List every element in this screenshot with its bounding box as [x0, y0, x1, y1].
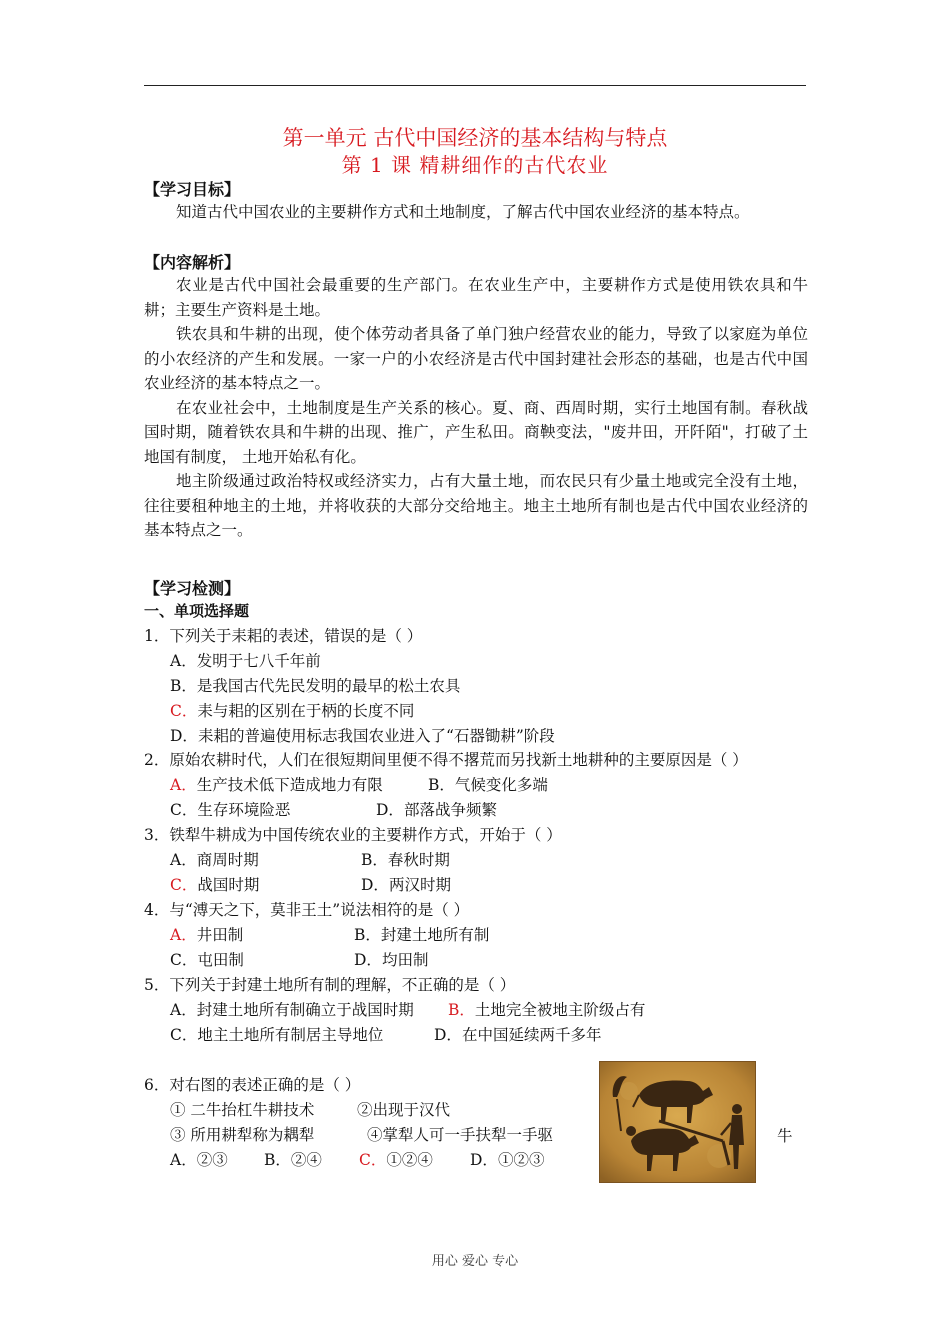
- question-6-statement-4: ④掌犁人可一手扶犁一手驱: [367, 1126, 554, 1144]
- question-1-option-a: A．发明于七八千年前: [170, 652, 321, 670]
- question-3-stem: 3．铁犁牛耕成为中国传统农业的主要耕作方式，开始于（ ）: [144, 826, 562, 844]
- question-4-stem: 4．与“溥天之下，莫非王土”说法相符的是（ ）: [144, 901, 470, 919]
- analysis-body: [144, 273, 808, 543]
- question-1-option-b: B．是我国古代先民发明的最早的松土农具: [170, 677, 461, 695]
- unit-title: 第一单元 古代中国经济的基本结构与特点: [282, 126, 668, 150]
- question-3-option-d: D．两汉时期: [361, 876, 451, 894]
- question-6-statement-1: ① 二牛抬杠牛耕技术: [170, 1101, 315, 1119]
- question-5-option-b: B．土地完全被地主阶级占有: [448, 1001, 646, 1019]
- section-title-single-choice: 一、单项选择题: [144, 602, 250, 620]
- question-5-stem: 5．下列关于封建土地所有制的理解，不正确的是（ ）: [144, 976, 516, 994]
- analysis-paragraph-3: 在农业社会中，土地制度是生产关系的核心。夏、商、西周时期，实行土地国有制。春秋战国时期，随着铁农具和牛耕的出现、推广，产生私田。商鞅变法，"废井田，开阡陌"，打破了土地国有制度， 土地开始私有化。: [144, 398, 808, 466]
- objectives-paragraph: 知道古代中国农业的主要耕作方式和土地制度，了解古代中国农业经济的基本特点。: [176, 203, 750, 221]
- question-5-option-d: D．在中国延续两千多年: [434, 1026, 602, 1044]
- question-4-option-a: A．井田制: [170, 926, 244, 944]
- question-2-option-c: C．生存环境险恶: [170, 801, 291, 819]
- question-2-option-b: B．气候变化多端: [428, 776, 548, 794]
- check-heading: 【学习检测】: [144, 579, 241, 598]
- question-6-option-a: A．②③: [170, 1151, 228, 1169]
- page-footer: 用心 爱心 专心: [431, 1254, 519, 1269]
- answer-mark: B．: [448, 1001, 475, 1019]
- header-rule: [144, 85, 806, 86]
- question-6-statement-4-tail: 牛: [777, 1127, 793, 1145]
- question-2-stem: 2．原始农耕时代，人们在很短期间里便不得不撂荒而另找新土地耕种的主要原因是（ ）: [144, 751, 748, 769]
- question-1-stem: 1．下列关于耒耜的表述，错误的是（ ）: [144, 627, 423, 645]
- question-3-option-c: C．战国时期: [170, 876, 260, 894]
- analysis-paragraph-2: 铁农具和牛耕的出现，使个体劳动者具备了单门独户经营农业的能力，导致了以家庭为单位的小农经济的产生和发展。一家一户的小农经济是古代中国封建社会形态的基础，也是古代中国农业经济的基本特点之一。: [144, 325, 808, 392]
- question-2-option-a: A．生产技术低下造成地力有限: [170, 776, 383, 794]
- question-6-statement-2: ②出现于汉代: [357, 1101, 451, 1119]
- question-1-option-c: C．耒与耜的区别在于柄的长度不同: [170, 702, 415, 720]
- question-6-stem: 6．对右图的表述正确的是（ ）: [144, 1076, 361, 1094]
- question-4-option-c: C．屯田制: [170, 951, 244, 969]
- question-6-statement-3: ③ 所用耕犁称为耦犁: [170, 1126, 315, 1144]
- analysis-heading: 【内容解析】: [144, 253, 241, 272]
- question-3-option-a: A．商周时期: [170, 851, 259, 869]
- ox-plowing-relief-image: [599, 1061, 756, 1183]
- answer-mark: C．: [170, 876, 198, 894]
- answer-mark: A．: [170, 776, 197, 794]
- analysis-paragraph-4: 地主阶级通过政治特权或经济实力，占有大量土地，而农民只有少量土地或完全没有土地，往往要租种地主的土地，并将收获的大部分交给地主。地主土地所有制也是古代中国农业经济的基本特点之一。: [144, 472, 808, 539]
- answer-mark: A．: [170, 926, 197, 944]
- question-4-option-d: D．均田制: [354, 951, 429, 969]
- question-5-option-c: C．地主土地所有制居主导地位: [170, 1026, 384, 1044]
- question-1-option-d: D．耒耜的普遍使用标志我国农业进入了“石器锄耕”阶段: [170, 727, 555, 745]
- answer-mark: C．: [170, 702, 198, 720]
- question-3-option-b: B．春秋时期: [361, 851, 450, 869]
- analysis-paragraph-1: 农业是古代中国社会最重要的生产部门。在农业生产中，主要耕作方式是使用铁农具和牛耕；主要生产资料是土地。: [144, 276, 808, 319]
- question-6-option-c: C．①②④: [359, 1151, 433, 1169]
- question-2-option-d: D．部落战争频繁: [376, 801, 497, 819]
- question-6-option-d: D．①②③: [470, 1151, 545, 1169]
- answer-mark: C．: [359, 1151, 387, 1169]
- objectives-text: [144, 200, 808, 225]
- objectives-heading: 【学习目标】: [144, 180, 241, 199]
- question-5-option-a: A．封建土地所有制确立于战国时期: [170, 1001, 414, 1019]
- lesson-title: 第 1 课 精耕细作的古代农业: [341, 153, 609, 177]
- question-6-option-b: B．②④: [264, 1151, 322, 1169]
- question-4-option-b: B．封建土地所有制: [354, 926, 490, 944]
